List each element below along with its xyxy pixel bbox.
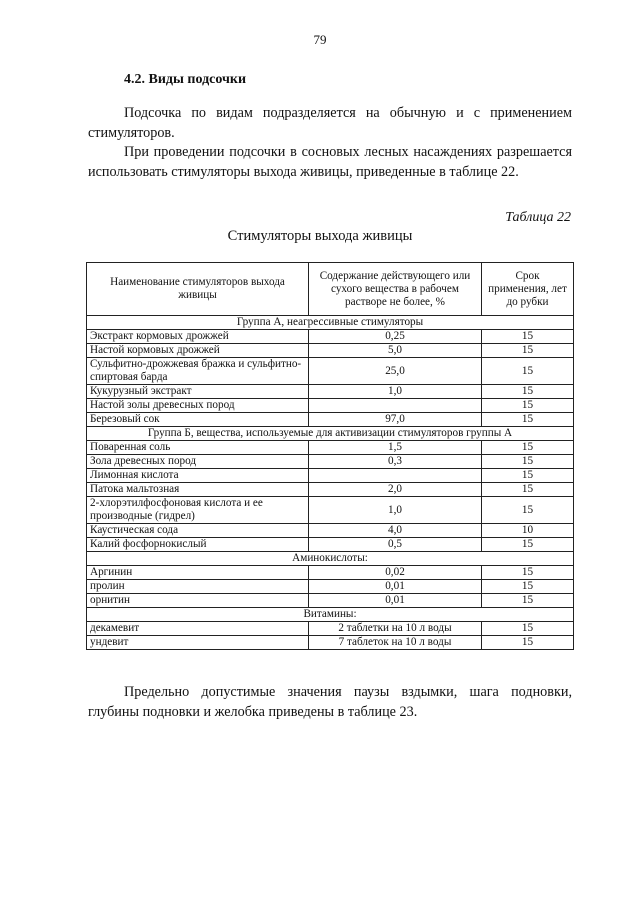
table-row — [87, 385, 574, 399]
content-value: 4,0 — [309, 524, 482, 538]
content-value: 1,0 — [309, 497, 482, 524]
group-label: Витамины: — [87, 608, 574, 622]
term-value: 15 — [482, 538, 574, 552]
term-value: 15 — [482, 441, 574, 455]
stimulator-name: Сульфитно-дрожжевая бражка и сульфитно-спиртовая барда — [87, 358, 309, 385]
content-value: 1,0 — [309, 385, 482, 399]
term-value: 15 — [482, 413, 574, 427]
term-value: 15 — [482, 566, 574, 580]
term-value: 15 — [482, 622, 574, 636]
table-row — [87, 455, 574, 469]
group-header-row — [87, 552, 574, 566]
stimulator-name: Кукурузный экстракт — [87, 385, 309, 399]
content-value — [309, 399, 482, 413]
group-label: Аминокислоты: — [87, 552, 574, 566]
term-value: 15 — [482, 497, 574, 524]
content-value: 0,02 — [309, 566, 482, 580]
stimulator-name: ундевит — [87, 636, 309, 650]
term-value: 15 — [482, 636, 574, 650]
table-row — [87, 524, 574, 538]
term-value: 15 — [482, 358, 574, 385]
content-value — [309, 469, 482, 483]
stimulator-name: Калий фосфорнокислый — [87, 538, 309, 552]
header-name: Наименование стимуляторов выхода живицы — [87, 263, 309, 316]
term-value: 15 — [482, 455, 574, 469]
table-row — [87, 469, 574, 483]
content-value: 2,0 — [309, 483, 482, 497]
content-value: 7 таблеток на 10 л воды — [309, 636, 482, 650]
content-value: 25,0 — [309, 358, 482, 385]
term-value: 15 — [482, 344, 574, 358]
group-header-row — [87, 608, 574, 622]
content-value: 0,25 — [309, 330, 482, 344]
table-row — [87, 566, 574, 580]
stimulator-name: Настой золы древесных пород — [87, 399, 309, 413]
table-row — [87, 441, 574, 455]
table-row — [87, 483, 574, 497]
table-row — [87, 399, 574, 413]
stimulator-name: пролин — [87, 580, 309, 594]
stimulator-name: Поваренная соль — [87, 441, 309, 455]
stimulator-name: Каустическая сода — [87, 524, 309, 538]
header-term: Срок применения, лет до рубки — [482, 263, 574, 316]
stimulator-name: Патока мальтозная — [87, 483, 309, 497]
table-row — [87, 622, 574, 636]
content-value: 0,3 — [309, 455, 482, 469]
term-value: 15 — [482, 385, 574, 399]
content-value: 0,01 — [309, 594, 482, 608]
stimulator-name: декамевит — [87, 622, 309, 636]
term-value: 15 — [482, 399, 574, 413]
table-title: Стимуляторы выхода живицы — [227, 228, 413, 244]
content-value: 1,5 — [309, 441, 482, 455]
stimulator-name: Настой кормовых дрожжей — [87, 344, 309, 358]
table-row — [87, 497, 574, 524]
content-value: 0,5 — [309, 538, 482, 552]
stimulator-name: Экстракт кормовых дрожжей — [87, 330, 309, 344]
term-value: 10 — [482, 524, 574, 538]
table-row — [87, 344, 574, 358]
group-header-row — [87, 427, 574, 441]
term-value: 15 — [482, 594, 574, 608]
stimulator-name: Лимонная кислота — [87, 469, 309, 483]
stimulators-table — [86, 262, 574, 650]
table-row — [87, 580, 574, 594]
group-header-row — [87, 316, 574, 330]
term-value: 15 — [482, 483, 574, 497]
table-body — [87, 316, 574, 650]
term-value: 15 — [482, 330, 574, 344]
paragraph-stimulators: При проведении подсочки в сосновых лесных насаждениях разрешается использовать стимуляторы выхода живицы, приведенные в таблице 22. — [88, 144, 572, 180]
paragraph-table23: Предельно допустимые значения паузы вздымки, шага подновки, глубины подновки и желобка приведены в таблице 23. — [88, 684, 572, 720]
stimulator-name: Березовый сок — [87, 413, 309, 427]
stimulator-name: орнитин — [87, 594, 309, 608]
content-value: 97,0 — [309, 413, 482, 427]
paragraph-intro: Подсочка по видам подразделяется на обычную и с применением стимуляторов. — [88, 105, 572, 141]
table-row — [87, 358, 574, 385]
group-label: Группа А, неагрессивные стимуляторы — [87, 316, 574, 330]
table-header-row — [87, 263, 574, 316]
table-row — [87, 594, 574, 608]
table-row — [87, 330, 574, 344]
group-label: Группа Б, вещества, используемые для активизации стимуляторов группы А — [87, 427, 574, 441]
header-content: Содержание действующего или сухого вещества в рабочем растворе не более, % — [309, 263, 482, 316]
table-row — [87, 636, 574, 650]
page-number: 79 — [313, 32, 327, 47]
table-label: Таблица 22 — [505, 210, 571, 225]
stimulator-name: 2-хлорэтилфосфоновая кислота и ее производные (гидрел) — [87, 497, 309, 524]
content-value: 5,0 — [309, 344, 482, 358]
stimulator-name: Зола древесных пород — [87, 455, 309, 469]
content-value: 2 таблетки на 10 л воды — [309, 622, 482, 636]
content-value: 0,01 — [309, 580, 482, 594]
table-row — [87, 538, 574, 552]
term-value: 15 — [482, 469, 574, 483]
term-value: 15 — [482, 580, 574, 594]
table-row — [87, 413, 574, 427]
stimulator-name: Аргинин — [87, 566, 309, 580]
section-heading: 4.2. Виды подсочки — [124, 72, 247, 87]
